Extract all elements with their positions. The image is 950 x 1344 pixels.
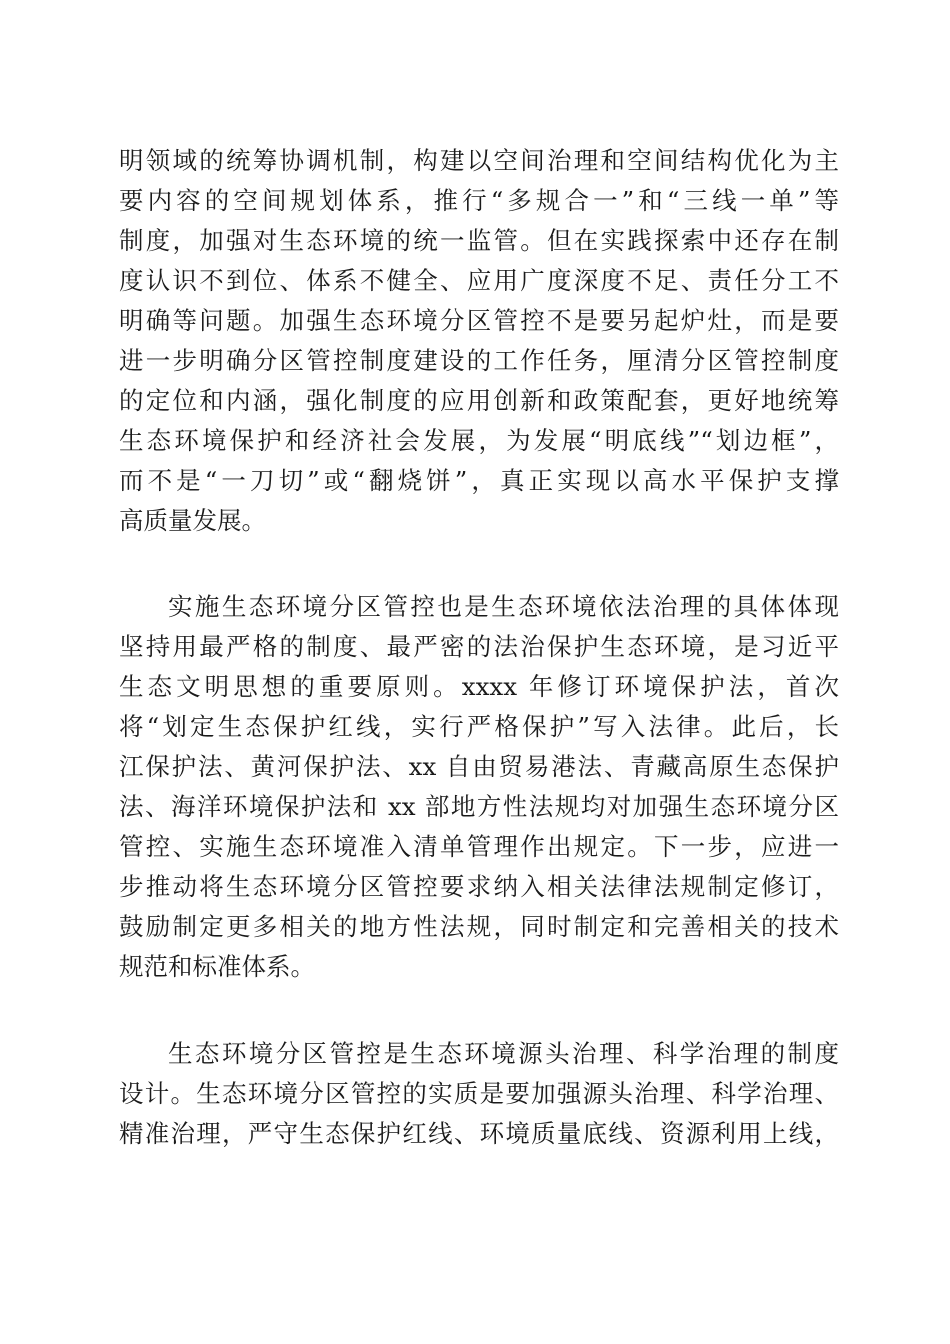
paragraph-line: 鼓励制定更多相关的地方性法规，同时制定和完善相关的技术 [119, 912, 839, 941]
paragraph-line: 精准治理，严守生态保护红线、环境质量底线、资源利用上线， [119, 1119, 839, 1148]
paragraph-line: 规范和标准体系。 [119, 952, 315, 981]
paragraph-1 [119, 141, 839, 541]
paragraph-line: 生态文明思想的重要原则。xxxx 年修订环境保护法，首次 [119, 672, 839, 701]
paragraph-line: 进一步明确分区管控制度建设的工作任务，厘清分区管控制度 [119, 346, 839, 375]
paragraph-line: 生态环境分区管控是生态环境源头治理、科学治理的制度 [168, 1039, 839, 1068]
paragraph-line: 而不是“一刀切”或“翻烧饼”，真正实现以高水平保护支撑 [119, 466, 839, 495]
paragraph-line: 制度，加强对生态环境的统一监管。但在实践探索中还存在制 [119, 226, 839, 255]
paragraph-line: 管控、实施生态环境准入清单管理作出规定。下一步，应进一 [119, 832, 839, 861]
paragraph-line: 将“划定生态保护红线，实行严格保护”写入法律。此后，长 [119, 712, 839, 741]
paragraph-line: 生态环境保护和经济社会发展，为发展“明底线”“划边框”， [119, 426, 839, 455]
paragraph-line: 法、海洋环境保护法和 xx 部地方性法规均对加强生态环境分区 [119, 792, 839, 821]
paragraph-line: 明确等问题。加强生态环境分区管控不是要另起炉灶，而是要 [119, 306, 839, 335]
paragraph-line: 设计。生态环境分区管控的实质是要加强源头治理、科学治理、 [119, 1079, 839, 1108]
paragraph-line: 要内容的空间规划体系，推行“多规合一”和“三线一单”等 [119, 186, 839, 215]
paragraph-3 [119, 1034, 839, 1154]
paragraph-line: 明领域的统筹协调机制，构建以空间治理和空间结构优化为主 [119, 146, 839, 175]
paragraph-line: 实施生态环境分区管控也是生态环境依法治理的具体体现 [168, 592, 839, 621]
paragraph-line: 坚持用最严格的制度、最严密的法治保护生态环境，是习近平 [119, 632, 839, 661]
paragraph-line: 的定位和内涵，强化制度的应用创新和政策配套，更好地统筹 [119, 386, 839, 415]
paragraph-2 [119, 587, 839, 987]
paragraph-line: 江保护法、黄河保护法、xx 自由贸易港法、青藏高原生态保护 [119, 752, 839, 781]
paragraph-line: 步推动将生态环境分区管控要求纳入相关法律法规制定修订， [119, 872, 839, 901]
paragraph-line: 高质量发展。 [119, 506, 266, 535]
paragraph-line: 度认识不到位、体系不健全、应用广度深度不足、责任分工不 [119, 266, 839, 295]
